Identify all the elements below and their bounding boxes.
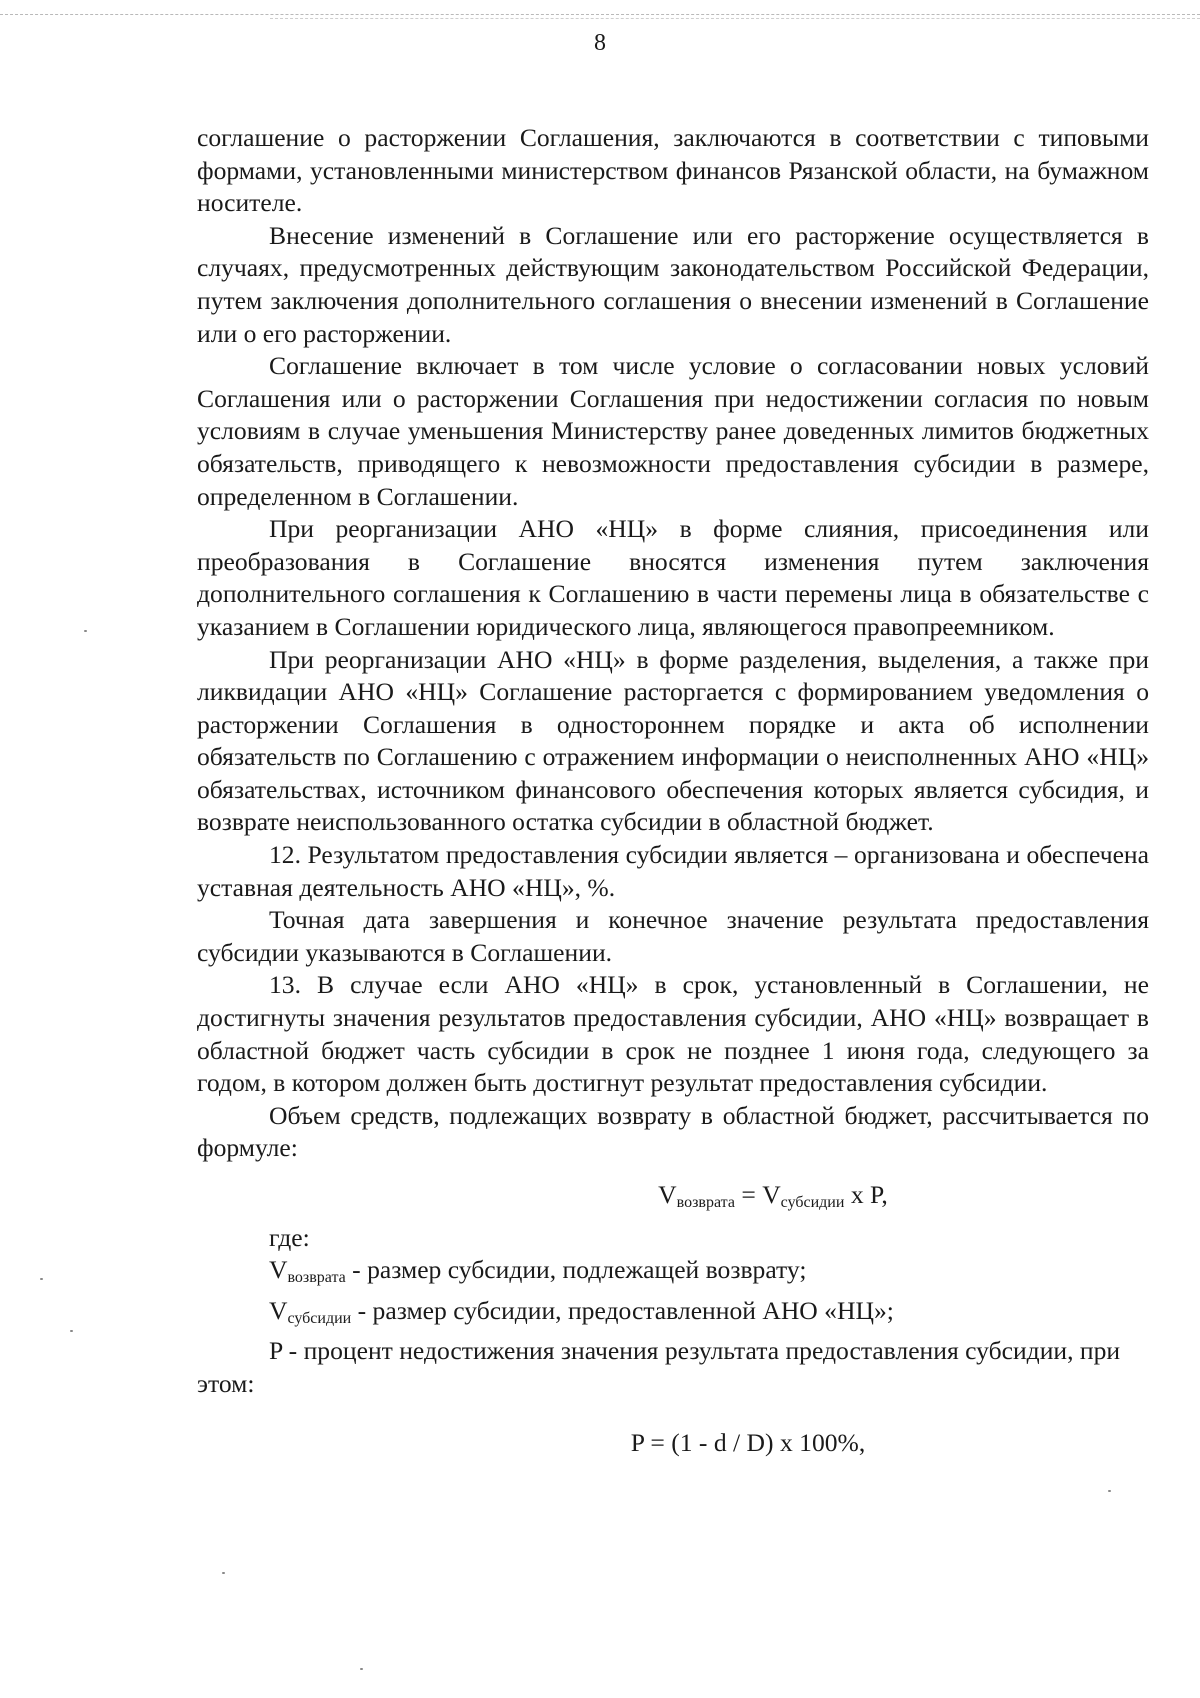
- paragraph-4: При реорганизации АНО «НЦ» в форме слияния, присоединения или преобразования в Соглашение вносятся изменения путем заключения дополнительного соглашения к Соглашению в части перемены лица в обязательстве с указанием в Соглашении юридического лица, являющегося правопреемником.: [197, 514, 1149, 641]
- formula-tail: x P,: [844, 1180, 888, 1209]
- paragraph-2: Внесение изменений в Соглашение или его расторжение осуществляется в случаях, предусмотренных действующим законодательством Российской Федерации, путем заключения дополнительного соглашения о внесении изменений в Соглашение или о его расторжении.: [197, 220, 1149, 348]
- definition-subscript: субсидии: [287, 1309, 352, 1327]
- paragraph-5: При реорганизации АНО «НЦ» в форме разделения, выделения, а также при ликвидации АНО «НЦ» Соглашение расторгается с формированием уведомления о расторжении Соглашения в одностороннем порядке и акта об исполнении обязательств по Соглашению с отражением информации о неисполненных АНО «НЦ» обязательствах, источником финансового обеспечения которых является субсидия, и возврате неиспользованного остатка субсидии в областной бюджет.: [197, 644, 1149, 837]
- definition-text: - размер субсидии, подлежащей возврату;: [345, 1255, 807, 1285]
- scan-speck: [70, 1330, 73, 1332]
- where-label: где:: [269, 1222, 310, 1252]
- definition-symbol: V: [269, 1255, 288, 1285]
- definition-p: P - процент недостижения значения результата предоставления субсидии, при этом:: [197, 1336, 1121, 1398]
- scan-edge: [0, 14, 1200, 21]
- formula-sub-subsidy: субсидии: [780, 1194, 845, 1211]
- page-number: 8: [594, 30, 606, 56]
- formula-v-subsidy: V: [762, 1180, 781, 1209]
- paragraph-3: Соглашение включает в том числе условие о согласовании новых условий Соглашения или о расторжении Соглашения при недостижении согласия по новым условиям в случае уменьшения Министерству ранее доведенных лимитов бюджетных обязательств, приводящего к невозможности предоставления субсидии в размере, определенном в Соглашении.: [197, 351, 1149, 511]
- paragraph-12: 12. Результатом предоставления субсидии является – организована и обеспечена уставная деятельность АНО «НЦ», %.: [197, 840, 1149, 902]
- refund-formula: [197, 1179, 1149, 1220]
- definition-v-return: [197, 1254, 1149, 1295]
- scan-speck: [222, 1572, 225, 1574]
- formula-equals: =: [734, 1180, 763, 1209]
- definition-subscript: возврата: [287, 1269, 346, 1287]
- scan-speck: [1108, 1490, 1111, 1492]
- paragraph-13: 13. В случае если АНО «НЦ» в срок, установленный в Соглашении, не достигнуты значения результатов предоставления субсидии, АНО «НЦ» возвращает в областной бюджет часть субсидии в срок не позднее 1 июня года, следующего за годом, в котором должен быть достигнут результат предоставления субсидии.: [197, 970, 1149, 1098]
- definition-text: - размер субсидии, предоставленной АНО «НЦ»;: [351, 1295, 894, 1325]
- scan-speck: [40, 1278, 43, 1280]
- paragraph-formula-intro: Объем средств, подлежащих возврату в областной бюджет, рассчитывается по формуле:: [197, 1100, 1149, 1163]
- document-body: [197, 122, 1149, 1459]
- paragraph-1: соглашение о расторжении Соглашения, заключаются в соответствии с типовыми формами, установленными министерством финансов Рязанской области, на бумажном носителе.: [197, 123, 1149, 218]
- formula-v-return: V: [658, 1180, 677, 1209]
- paragraph-result-date: Точная дата завершения и конечное значение результата предоставления субсидии указываются в Соглашении.: [197, 905, 1149, 967]
- definition-v-subsidy: [197, 1295, 1149, 1336]
- scan-speck: [360, 1668, 363, 1670]
- percent-formula: P = (1 - d / D) x 100%,: [630, 1427, 866, 1457]
- scan-speck: [84, 630, 87, 632]
- formula-sub-return: возврата: [676, 1194, 735, 1211]
- definition-symbol: V: [269, 1295, 288, 1325]
